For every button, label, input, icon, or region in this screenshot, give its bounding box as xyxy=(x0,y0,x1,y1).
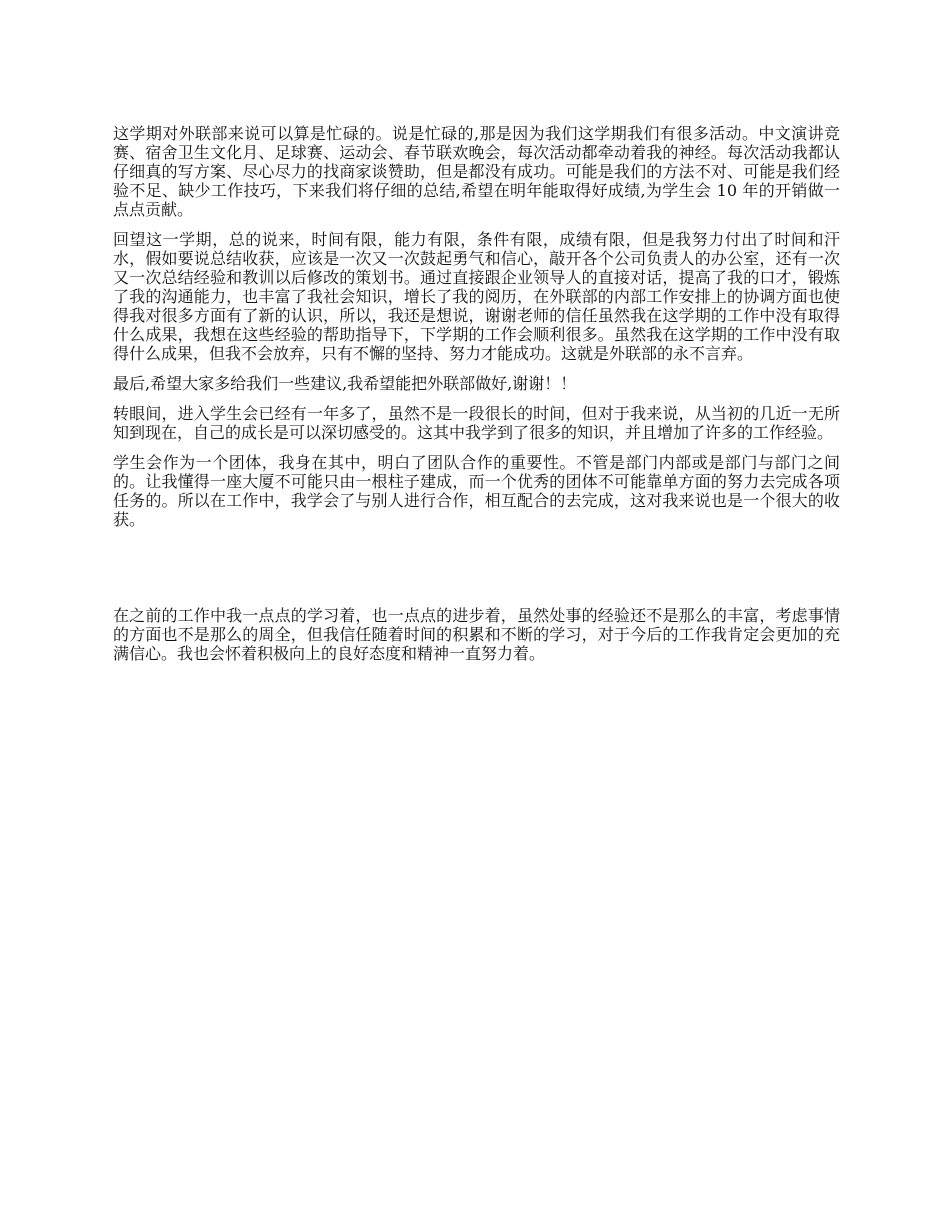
paragraph-5: 学生会作为一个团体，我身在其中，明白了团队合作的重要性。不管是部门内部或是部门与部门之间的。让我懂得一座大厦不可能只由一根柱子建成，而一个优秀的团体不可能靠单方面的努力去完成各项任务的。所以在工作中，我学会了与别人进行合作，相互配合的去完成，这对我来说也是一个很大的收获。 xyxy=(113,453,840,529)
blank-gap xyxy=(113,540,840,606)
document-body xyxy=(113,124,840,674)
paragraph-1: 这学期对外联部来说可以算是忙碌的。说是忙碌的,那是因为我们这学期我们有很多活动。中文演讲竞赛、宿舍卫生文化月、足球赛、运动会、春节联欢晚会，每次活动都牵动着我的神经。每次活动我都认仔细真的写方案、尽心尽力的找商家谈赞助，但是都没有成功。可能是我们的方法不对、可能是我们经验不足、缺少工作技巧，下来我们将仔细的总结,希望在明年能取得好成绩,为学生会 10 年的开销做一点点贡献。 xyxy=(113,124,840,219)
paragraph-2: 回望这一学期，总的说来，时间有限，能力有限，条件有限，成绩有限，但是我努力付出了时间和汗水，假如要说总结收获，应该是一次又一次鼓起勇气和信心，敲开各个公司负责人的办公室，还有一次又一次总结经验和教训以后修改的策划书。通过直接跟企业领导人的直接对话，提高了我的口才，锻炼了我的沟通能力，也丰富了我社会知识，增长了我的阅历，在外联部的内部工作安排上的协调方面也使得我对很多方面有了新的认识，所以，我还是想说，谢谢老师的信任虽然我在这学期的工作中没有取得什么成果，我想在这些经验的帮助指导下，下学期的工作会顺利很多。虽然我在这学期的工作中没有取得什么成果，但我不会放弃，只有不懈的坚持、努力才能成功。这就是外联部的永不言弃。 xyxy=(113,230,840,363)
paragraph-6: 在之前的工作中我一点点的学习着，也一点点的进步着，虽然处事的经验还不是那么的丰富，考虑事情的方面也不是那么的周全，但我信任随着时间的积累和不断的学习，对于今后的工作我肯定会更加的充满信心。我也会怀着积极向上的良好态度和精神一直努力着。 xyxy=(113,606,840,663)
paragraph-3: 最后,希望大家多给我们一些建议,我希望能把外联部做好,谢谢！！ xyxy=(113,374,577,393)
paragraph-4: 转眼间，进入学生会已经有一年多了，虽然不是一段很长的时间，但对于我来说，从当初的几近一无所知到现在，自己的成长是可以深切感受的。这其中我学到了很多的知识，并且增加了许多的工作经验。 xyxy=(113,404,840,442)
